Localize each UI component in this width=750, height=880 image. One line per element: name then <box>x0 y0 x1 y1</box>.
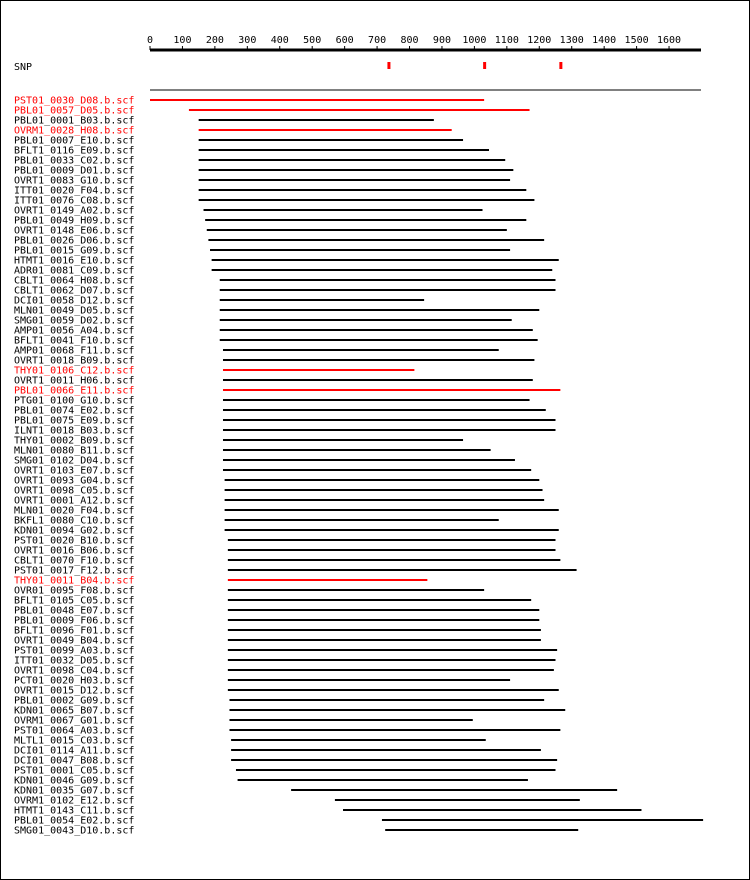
read-name[interactable]: THY01_0106_C12.b.scf <box>14 365 135 377</box>
axis-tick-label: 800 <box>400 35 419 46</box>
read-name[interactable]: PCT01_0020_H03.b.scf <box>14 675 135 687</box>
read-name[interactable]: OVRT1_0016_B06.b.scf <box>14 545 135 557</box>
axis-tick-label: 900 <box>432 35 451 46</box>
read-name[interactable]: BKFL1_0080_C10.b.scf <box>14 515 135 527</box>
read-name[interactable]: ADR01_0081_C09.b.scf <box>14 265 135 277</box>
snp-track <box>14 62 562 73</box>
read-name[interactable]: BFLT1_0041_F10.b.scf <box>14 335 135 347</box>
read-name[interactable]: BFLT1_0105_C05.b.scf <box>14 595 135 607</box>
position-axis <box>147 35 701 50</box>
axis-tick-label: 600 <box>335 35 354 46</box>
read-name[interactable]: HTMT1_0016_E10.b.scf <box>14 255 135 267</box>
read-name[interactable]: MLN01_0080_B11.b.scf <box>14 445 135 457</box>
read-name[interactable]: OVRT1_0001_A12.b.scf <box>14 495 135 507</box>
axis-tick-label: 1300 <box>559 35 584 46</box>
read-name[interactable]: PBL01_0026_D06.b.scf <box>14 235 135 247</box>
read-name[interactable]: MLN01_0049_D05.b.scf <box>14 305 135 317</box>
read-name[interactable]: PBL01_0009_D01.b.scf <box>14 165 135 177</box>
read-name[interactable]: OVRM1_0102_E12.b.scf <box>14 795 135 807</box>
read-name[interactable]: ILNT1_0018_B03.b.scf <box>14 425 135 437</box>
read-name[interactable]: PBL01_0049_H09.b.scf <box>14 215 135 227</box>
read-name[interactable]: PBL01_0066_E11.b.scf <box>14 385 135 397</box>
read-name[interactable]: MLTL1_0015_C03.b.scf <box>14 735 135 747</box>
read-name[interactable]: PTG01_0100_G10.b.scf <box>14 395 135 407</box>
read-name[interactable]: PBL01_0057_D05.b.scf <box>14 105 135 117</box>
read-name[interactable]: OVRT1_0098_C04.b.scf <box>14 665 135 677</box>
read-name[interactable]: PBL01_0054_E02.b.scf <box>14 815 135 827</box>
read-name[interactable]: SMG01_0059_D02.b.scf <box>14 315 135 327</box>
read-name[interactable]: KDN01_0035_G07.b.scf <box>14 785 135 797</box>
read-name[interactable]: MLN01_0020_F04.b.scf <box>14 505 135 517</box>
snp-label: SNP <box>14 62 33 73</box>
axis-tick-label: 100 <box>173 35 192 46</box>
read-name[interactable]: OVRT1_0098_C05.b.scf <box>14 485 135 497</box>
read-name[interactable]: CBLT1_0070_F10.b.scf <box>14 555 135 567</box>
read-name[interactable]: PST01_0064_A03.b.scf <box>14 725 135 737</box>
read-name[interactable]: OVRT1_0149_A02.b.scf <box>14 205 135 217</box>
read-name[interactable]: OVRT1_0083_G10.b.scf <box>14 175 135 187</box>
read-name[interactable]: BFLT1_0096_F01.b.scf <box>14 625 135 637</box>
read-name[interactable]: CBLT1_0064_H08.b.scf <box>14 275 135 287</box>
read-name[interactable]: PBL01_0075_E09.b.scf <box>14 415 135 427</box>
read-name[interactable]: PBL01_0015_G09.b.scf <box>14 245 135 257</box>
read-name[interactable]: OVRT1_0093_G04.b.scf <box>14 475 135 487</box>
read-name[interactable]: DCI01_0114_A11.b.scf <box>14 745 135 757</box>
axis-tick-label: 500 <box>303 35 322 46</box>
axis-tick-label: 1100 <box>494 35 519 46</box>
snp-marker[interactable] <box>387 62 390 69</box>
read-name[interactable]: THY01_0002_B09.b.scf <box>14 435 135 447</box>
read-name[interactable]: CBLT1_0062_D07.b.scf <box>14 285 135 297</box>
read-name[interactable]: PST01_0017_F12.b.scf <box>14 565 135 577</box>
axis-tick-label: 1000 <box>462 35 487 46</box>
read-name[interactable]: HTMT1_0143_C11.b.scf <box>14 805 135 817</box>
axis-tick-label: 700 <box>368 35 387 46</box>
read-name[interactable]: KDN01_0094_G02.b.scf <box>14 525 135 537</box>
read-name[interactable]: AMP01_0056_A04.b.scf <box>14 325 135 337</box>
read-name[interactable]: OVRM1_0067_G01.b.scf <box>14 715 135 727</box>
read-name[interactable]: DCI01_0047_B08.b.scf <box>14 755 135 767</box>
read-name[interactable]: OVR01_0095_F08.b.scf <box>14 585 135 597</box>
read-name[interactable]: PBL01_0007_E10.b.scf <box>14 135 135 147</box>
axis-tick-label: 1600 <box>656 35 682 46</box>
read-row[interactable] <box>14 826 578 837</box>
read-name[interactable]: THY01_0011_B04.b.scf <box>14 575 135 587</box>
read-name[interactable]: PBL01_0074_E02.b.scf <box>14 405 135 417</box>
read-name[interactable]: SMG01_0043_D10.b.scf <box>14 825 135 837</box>
read-name[interactable]: PST01_0030_D08.b.scf <box>14 95 135 107</box>
read-name[interactable]: PST01_0001_C05.b.scf <box>14 765 135 777</box>
read-name[interactable]: PBL01_0009_F06.b.scf <box>14 615 135 627</box>
read-name[interactable]: AMP01_0068_F11.b.scf <box>14 345 135 357</box>
axis-tick-label: 300 <box>238 35 257 46</box>
snp-marker[interactable] <box>483 62 486 69</box>
read-name[interactable]: OVRT1_0103_E07.b.scf <box>14 465 135 477</box>
read-name[interactable]: SMG01_0102_D04.b.scf <box>14 455 135 467</box>
read-name[interactable]: OVRM1_0028_H08.b.scf <box>14 125 135 137</box>
read-name[interactable]: ITT01_0032_D05.b.scf <box>14 655 135 667</box>
read-name[interactable]: OVRT1_0018_B09.b.scf <box>14 355 135 367</box>
read-list <box>14 96 703 837</box>
read-name[interactable]: ITT01_0020_F04.b.scf <box>14 185 135 197</box>
axis-tick-label: 400 <box>270 35 289 46</box>
read-name[interactable]: KDN01_0065_B07.b.scf <box>14 705 135 717</box>
axis-tick-label: 1400 <box>592 35 617 46</box>
read-name[interactable]: OVRT1_0148_E06.b.scf <box>14 225 135 237</box>
axis-tick-label: 1500 <box>624 35 649 46</box>
read-name[interactable]: PST01_0020_B10.b.scf <box>14 535 135 547</box>
read-name[interactable]: OVRT1_0011_H06.b.scf <box>14 375 135 387</box>
axis-tick-label: 200 <box>205 35 224 46</box>
read-name[interactable]: DCI01_0058_D12.b.scf <box>14 295 135 307</box>
read-name[interactable]: PBL01_0048_E07.b.scf <box>14 605 135 617</box>
read-name[interactable]: PBL01_0033_C02.b.scf <box>14 155 135 167</box>
read-name[interactable]: OVRT1_0049_B04.b.scf <box>14 635 135 647</box>
read-name[interactable]: BFLT1_0116_E09.b.scf <box>14 145 135 157</box>
read-name[interactable]: ITT01_0076_C08.b.scf <box>14 195 135 207</box>
read-name[interactable]: PBL01_0002_G09.b.scf <box>14 695 135 707</box>
read-name[interactable]: PST01_0099_A03.b.scf <box>14 645 135 657</box>
axis-tick-label: 0 <box>146 35 154 46</box>
read-name[interactable]: OVRT1_0015_D12.b.scf <box>14 685 135 697</box>
read-name[interactable]: KDN01_0046_G09.b.scf <box>14 775 135 787</box>
snp-marker[interactable] <box>559 62 562 69</box>
axis-tick-label: 1200 <box>527 35 552 46</box>
read-name[interactable]: PBL01_0001_B03.b.scf <box>14 115 135 127</box>
